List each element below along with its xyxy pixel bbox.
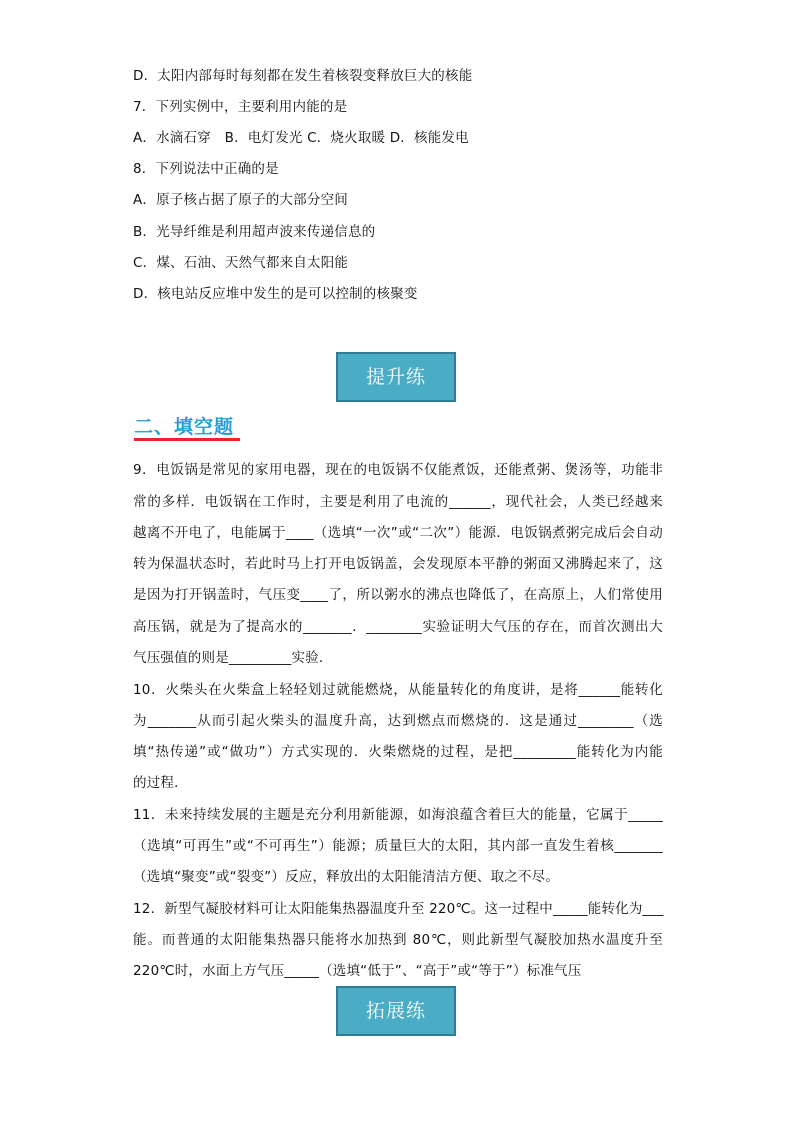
q10-line-2: 为_______从而引起火柴头的温度升高，达到燃点而燃烧的．这是通过________（选 [133, 713, 663, 729]
q9-line-4: 转为保温状态时，若此时马上打开电饭锅盖，会发现原本平静的粥面又沸腾起来了，这 [133, 556, 663, 572]
section-underline [134, 438, 240, 441]
q10-line-4: 的过程． [133, 775, 188, 791]
banner-practice-extend: 拓展练 [336, 986, 456, 1036]
banner-practice-up: 提升练 [336, 352, 456, 402]
option-8c: C．煤、石油、天然气都来自太阳能 [133, 255, 349, 271]
q11-line-2: （选填“可再生”或“不可再生”）能源；质量巨大的太阳，其内部一直发生着核_______ [133, 838, 663, 854]
question-7-stem: 7．下列实例中，主要利用内能的是 [133, 99, 348, 115]
option-8d: D．核电站反应堆中发生的是可以控制的核聚变 [133, 286, 418, 302]
q9-line-5: 是因为打开锅盖时，气压变____了，所以粥水的沸点也降低了，在高原上，人们常使用 [133, 587, 663, 603]
section-title: 二、填空题 [134, 416, 235, 438]
q11-line-1: 11．未来持续发展的主题是充分利用新能源，如海浪蕴含着巨大的能量，它属于_____ [133, 807, 663, 823]
q9-line-1: 9．电饭锅是常见的家用电器，现在的电饭锅不仅能煮饭，还能煮粥、煲汤等，功能非 [133, 462, 663, 478]
q10-line-1: 10．火柴头在火柴盒上轻轻划过就能燃烧，从能量转化的角度讲，是将______能转化 [133, 682, 663, 698]
q9-line-7: 气压强值的则是_________实验． [133, 650, 333, 666]
option-8a: A．原子核占据了原子的大部分空间 [133, 192, 348, 208]
q12-line-3: 220℃时，水面上方气压_____（选填“低于”、“高于”或“等于”）标准气压 [133, 963, 582, 979]
question-7-options: A．水滴石穿 B．电灯发光 C．烧火取暖 D．核能发电 [133, 130, 469, 146]
q9-line-2: 常的多样．电饭锅在工作时，主要是利用了电流的______，现代社会，人类已经越来 [133, 494, 663, 510]
q9-line-6: 高压锅，就是为了提高水的_______．________实验证明大气压的存在，而首次测出大 [133, 619, 663, 635]
option-6d: D．太阳内部每时每刻都在发生着核裂变释放巨大的核能 [133, 68, 473, 84]
q11-line-3: （选填“聚变”或“裂变”）反应，释放出的太阳能清洁方便、取之不尽。 [133, 869, 560, 885]
q12-line-1: 12．新型气凝胶材料可让太阳能集热器温度升至 220℃。这一过程中_____能转化为___ [133, 901, 664, 917]
question-8-stem: 8．下列说法中正确的是 [133, 161, 279, 177]
q12-line-2: 能。而普通的太阳能集热器只能将水加热到 80℃，则此新型气凝胶加热水温度升至 [133, 932, 663, 948]
q9-line-3: 越离不开电了，电能属于____（选填“一次”或“二次”）能源．电饭锅煮粥完成后会自动 [133, 525, 663, 541]
q10-line-3: 填“热传递”或“做功”）方式实现的．火柴燃烧的过程，是把_________能转化为内能 [133, 744, 663, 760]
option-8b: B．光导纤维是利用超声波来传递信息的 [133, 224, 376, 240]
